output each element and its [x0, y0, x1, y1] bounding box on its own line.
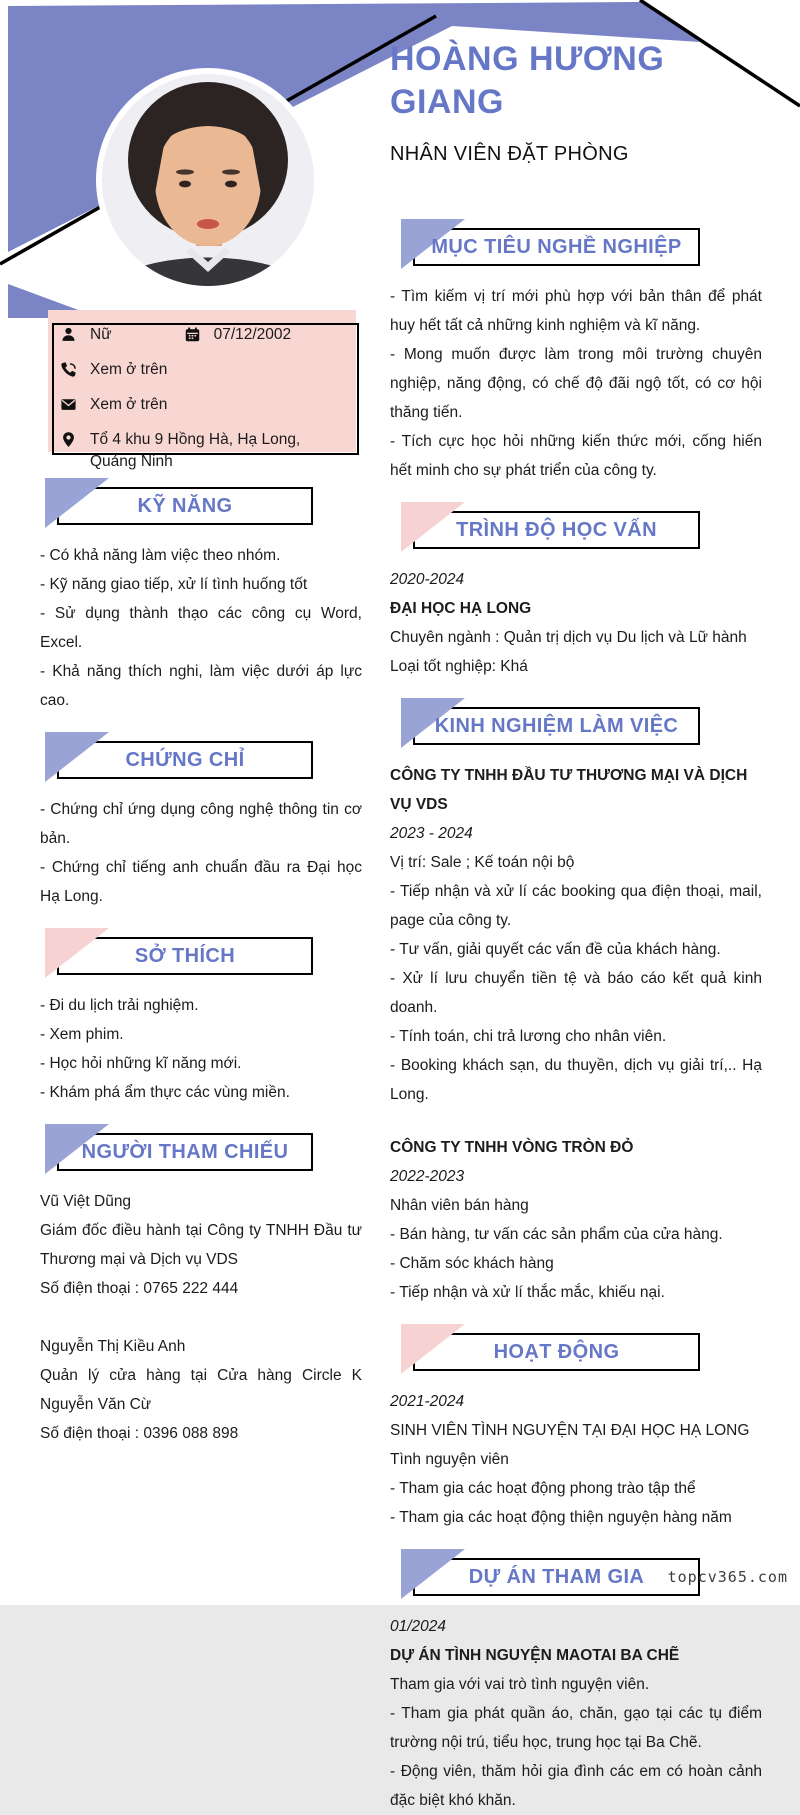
- corner-triangle-icon: [45, 732, 109, 782]
- section-education: [390, 511, 762, 681]
- right-column: [390, 38, 762, 1815]
- section-heading: [413, 511, 700, 549]
- activity-role: Tình nguyện viên: [390, 1451, 509, 1468]
- job-title: NHÂN VIÊN ĐẶT PHÒNG: [390, 143, 629, 165]
- phone-value: Xem ở trên: [90, 361, 168, 378]
- section-title: KỸ NĂNG: [137, 494, 233, 517]
- gender-value: Nữ: [90, 326, 112, 343]
- activity-list: [390, 1474, 762, 1532]
- watermark: topcv365.com: [667, 1568, 788, 1586]
- list-item: - Tư vấn, giải quyết các vấn đề của khách hàng.: [390, 941, 721, 958]
- section-title: TRÌNH ĐỘ HỌC VẤN: [456, 518, 657, 541]
- list-item: - Kỹ năng giao tiếp, xử lí tình huống tốt: [40, 576, 308, 593]
- section-certificates: [40, 741, 362, 911]
- section-heading: [413, 228, 700, 266]
- phone-icon: [60, 361, 77, 378]
- list-item: - Xem phim.: [40, 1026, 124, 1043]
- section-title: SỞ THÍCH: [134, 944, 236, 967]
- list-item: - Khám phá ẩm thực các vùng miền.: [40, 1084, 290, 1101]
- job-duties: [390, 877, 762, 1109]
- corner-triangle-icon: [401, 1549, 465, 1599]
- list-item: - Khả năng thích nghi, làm việc dưới áp lực cao.: [40, 663, 362, 709]
- activity-org: SINH VIÊN TÌNH NGUYỆN TẠI ĐẠI HỌC HẠ LONG: [390, 1422, 750, 1439]
- reference-phone: Số điện thoại : 0396 088 898: [40, 1425, 239, 1442]
- section-title: HOẠT ĐỘNG: [493, 1340, 620, 1363]
- job-company: CÔNG TY TNHH VÒNG TRÒN ĐỎ: [390, 1139, 634, 1156]
- project-list: [390, 1699, 762, 1815]
- section-title: NGƯỜI THAM CHIẾU: [81, 1140, 289, 1163]
- section-experience: [390, 707, 762, 1307]
- job-period: 2023 - 2024: [390, 825, 473, 842]
- education-period: 2020-2024: [390, 571, 465, 588]
- section-hobbies: [40, 937, 362, 1107]
- job-item: [390, 761, 762, 1109]
- list-item: - Chứng chỉ tiếng anh chuẩn đầu ra Đại học Hạ Long.: [40, 859, 362, 905]
- person-icon: [60, 326, 77, 343]
- project-role: Tham gia với vai trò tình nguyện viên.: [390, 1676, 650, 1693]
- project-name: DỰ ÁN TÌNH NGUYỆN MAOTAI BA CHẼ: [390, 1647, 680, 1664]
- section-heading: [57, 741, 313, 779]
- section-activities: [390, 1333, 762, 1532]
- objective-list: [390, 282, 762, 485]
- reference-role: Quản lý cửa hàng tại Cửa hàng Circle K Nguyễn Văn Cừ: [40, 1367, 362, 1413]
- project-period: 01/2024: [390, 1618, 447, 1635]
- corner-triangle-icon: [45, 928, 109, 978]
- contact-row-email: [60, 390, 346, 425]
- section-title: DỰ ÁN THAM GIA: [468, 1565, 645, 1588]
- section-heading: [413, 707, 700, 745]
- list-item: - Tính toán, chi trả lương cho nhân viên.: [390, 1028, 667, 1045]
- section-projects: [390, 1558, 762, 1815]
- section-title: KINH NGHIỆM LÀM VIỆC: [434, 714, 679, 737]
- corner-triangle-icon: [401, 1324, 465, 1374]
- education-major: Chuyên ngành : Quản trị dịch vụ Du lịch và Lữ hành: [390, 629, 747, 646]
- contact-box: [48, 310, 356, 470]
- job-company: CÔNG TY TNHH ĐẦU TƯ THƯƠNG MẠI VÀ DỊCH VỤ VDS: [390, 767, 748, 813]
- list-item: - Chứng chỉ ứng dụng công nghệ thông tin cơ bản.: [40, 801, 362, 847]
- email-icon: [60, 396, 77, 413]
- section-heading: [57, 487, 313, 525]
- job-period: 2022-2023: [390, 1168, 465, 1185]
- job-position: Nhân viên bán hàng: [390, 1197, 529, 1214]
- reference-name: Nguyễn Thị Kiều Anh: [40, 1338, 186, 1355]
- reference-phone: Số điện thoại : 0765 222 444: [40, 1280, 239, 1297]
- candidate-name: HOÀNG HƯƠNG GIANG: [390, 40, 665, 121]
- section-references: [40, 1133, 362, 1448]
- education-grade: Loại tốt nghiệp: Khá: [390, 658, 528, 675]
- certificates-list: [40, 795, 362, 911]
- section-skills: [40, 487, 362, 715]
- contact-row-address: [60, 425, 346, 473]
- education-school: ĐẠI HỌC HẠ LONG: [390, 600, 532, 617]
- section-heading: [413, 1333, 700, 1371]
- list-item: - Tham gia các hoạt động phong trào tập thể: [390, 1480, 696, 1497]
- section-title: MỤC TIÊU NGHỀ NGHIỆP: [431, 235, 682, 258]
- list-item: - Mong muốn được làm trong môi trường chuyên nghiệp, năng động, có chế độ đãi ngộ tốt, có cơ hội thăng tiến.: [390, 346, 762, 421]
- list-item: - Động viên, thăm hỏi gia đình các em có hoàn cảnh đặc biệt khó khăn.: [390, 1763, 762, 1809]
- list-item: - Tham gia các hoạt động thiện nguyện hàng năm: [390, 1509, 732, 1526]
- location-icon: [60, 431, 77, 448]
- skills-list: [40, 541, 362, 715]
- job-duties: [390, 1220, 762, 1307]
- list-item: - Bán hàng, tư vấn các sản phẩm của cửa hàng.: [390, 1226, 723, 1243]
- list-item: - Booking khách sạn, du thuyền, dịch vụ giải trí,.. Hạ Long.: [390, 1057, 762, 1103]
- email-value: Xem ở trên: [90, 396, 168, 413]
- birthday-value: 07/12/2002: [213, 326, 292, 343]
- contact-row-phone: [60, 355, 346, 390]
- list-item: - Đi du lịch trải nghiệm.: [40, 997, 199, 1014]
- reference-item: [40, 1332, 362, 1448]
- profile-photo: [96, 68, 320, 300]
- section-objective: [390, 228, 762, 485]
- hobbies-list: [40, 991, 362, 1107]
- reference-name: Vũ Việt Dũng: [40, 1193, 132, 1210]
- job-position: Vị trí: Sale ; Kế toán nội bộ: [390, 854, 575, 871]
- list-item: - Có khả năng làm việc theo nhóm.: [40, 547, 281, 564]
- list-item: - Tiếp nhận và xử lí thắc mắc, khiếu nại.: [390, 1284, 665, 1301]
- list-item: - Tham gia phát quần áo, chăn, gạo tại các tụ điểm trường nội trú, tiểu học, trung học tại Ba Chẽ.: [390, 1705, 762, 1751]
- left-column: [40, 487, 362, 1448]
- section-heading: [413, 1558, 700, 1596]
- reference-role: Giám đốc điều hành tại Công ty TNHH Đầu tư Thương mại và Dịch vụ VDS: [40, 1222, 362, 1268]
- section-title: CHỨNG CHỈ: [125, 748, 245, 771]
- section-heading: [57, 937, 313, 975]
- list-item: - Tích cực học hỏi những kiến thức mới, cống hiến hết minh cho sự phát triển của công ty.: [390, 433, 762, 479]
- job-item: [390, 1133, 762, 1307]
- calendar-icon: [184, 326, 201, 343]
- section-heading: [57, 1133, 313, 1171]
- contact-row-gender-birthday: [60, 320, 346, 355]
- reference-item: [40, 1187, 362, 1303]
- list-item: - Tìm kiếm vị trí mới phù hợp với bản thân để phát huy hết tất cả những kinh nghiệm và kĩ năng.: [390, 288, 762, 334]
- address-value: Tổ 4 khu 9 Hồng Hà, Hạ Long, Quảng Ninh: [90, 431, 301, 470]
- activity-period: 2021-2024: [390, 1393, 465, 1410]
- list-item: - Học hỏi những kĩ năng mới.: [40, 1055, 242, 1072]
- list-item: - Tiếp nhận và xử lí các booking qua điện thoại, mail, page của công ty.: [390, 883, 762, 929]
- list-item: - Xử lí lưu chuyển tiền tệ và báo cáo kết quả kinh doanh.: [390, 970, 762, 1016]
- list-item: - Chăm sóc khách hàng: [390, 1255, 554, 1272]
- list-item: - Sử dụng thành thạo các công cụ Word, Excel.: [40, 605, 362, 651]
- corner-triangle-icon: [45, 478, 109, 528]
